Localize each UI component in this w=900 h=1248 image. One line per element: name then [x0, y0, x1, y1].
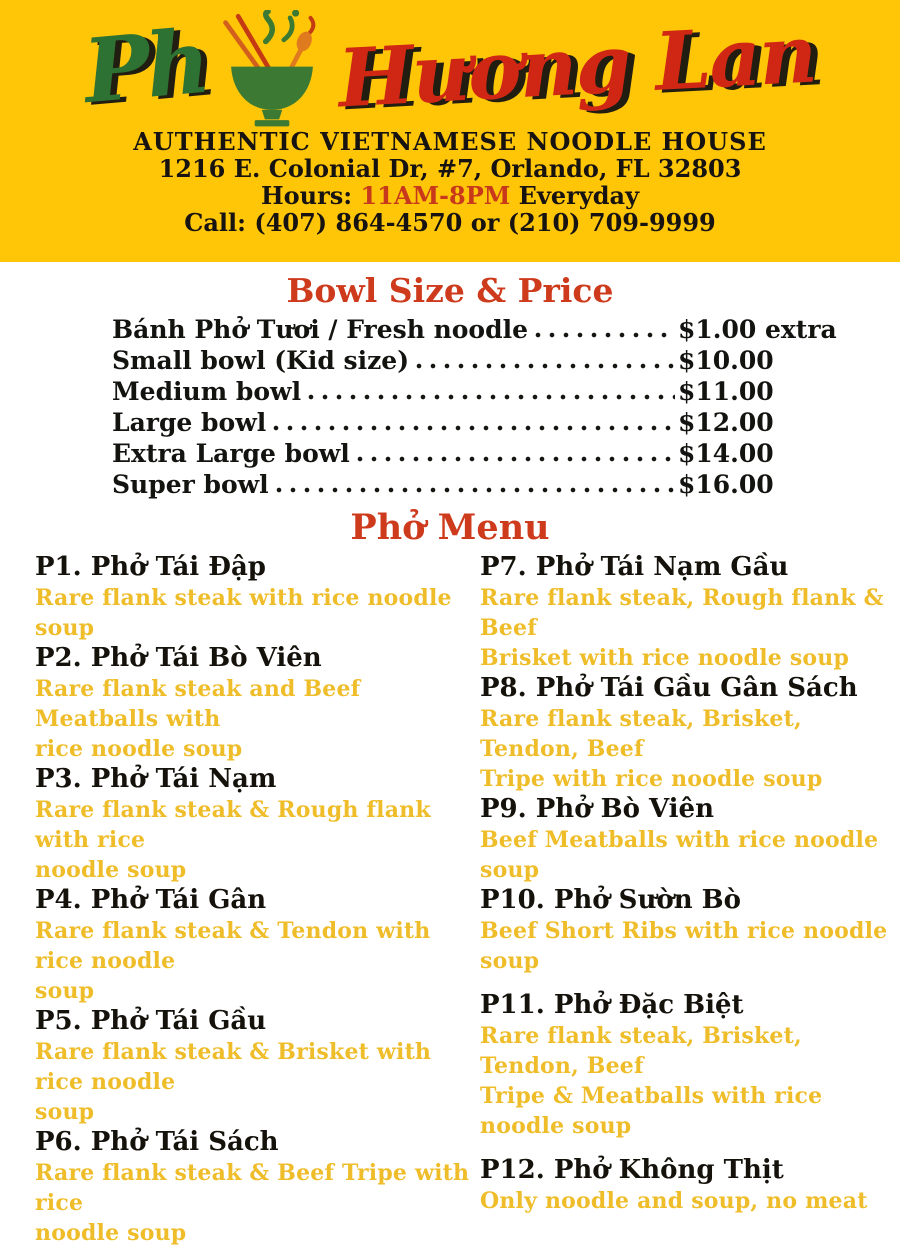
pho-menu-section	[0, 500, 900, 1248]
menu-item-p8	[480, 673, 890, 794]
hours-line	[0, 182, 900, 209]
menu-item-name: P2. Phở Tái Bò Viên	[35, 643, 322, 673]
menu-item-desc: Rare flank steak & Brisket with rice noodle	[35, 1039, 432, 1095]
menu-item-desc: noodle soup	[35, 857, 187, 883]
menu-item-desc: Tripe with rice noodle soup	[480, 766, 823, 792]
phone-line: Call: (407) 864-4570 or (210) 709-9999	[184, 208, 716, 237]
menu-item-name: P12. Phở Không Thịt	[480, 1155, 784, 1185]
logo-text-huong-lan: Hương Lan	[336, 6, 818, 126]
price-row	[112, 407, 794, 438]
menu-item-desc: soup	[35, 1099, 95, 1125]
menu-item-name: P7. Phở Tái Nạm Gầu	[480, 552, 789, 582]
hours-label: Hours:	[260, 181, 353, 210]
price-list	[112, 314, 837, 500]
header-banner	[0, 0, 900, 262]
menu-item-name: P4. Phở Tái Gân	[35, 885, 267, 915]
menu-item-name: P9. Phở Bò Viên	[480, 794, 714, 824]
price-row-price: $10.00	[678, 346, 774, 375]
menu-item-desc: Only noodle and soup, no meat	[480, 1188, 868, 1214]
menu-item-name: P1. Phở Tái Đập	[35, 552, 266, 582]
menu-item-desc: Tripe & Meatballs with rice noodle soup	[480, 1083, 823, 1139]
pho-bowl-icon	[220, 10, 324, 128]
menu-item-name: P6. Phở Tái Sách	[35, 1127, 279, 1157]
price-row	[112, 345, 794, 376]
dot-leader	[269, 407, 675, 438]
price-row-name: Large bowl	[112, 408, 267, 437]
menu-item-p6	[35, 1127, 480, 1248]
hours-suffix: Everyday	[518, 181, 640, 210]
dot-leader	[531, 314, 675, 345]
menu-item-desc: Beef Short Ribs with rice noodle soup	[480, 918, 888, 974]
tagline: AUTHENTIC VIETNAMESE NOODLE HOUSE	[133, 127, 767, 156]
menu-item-p5	[35, 1006, 480, 1127]
menu-item-desc: Brisket with rice noodle soup	[480, 645, 850, 671]
menu-item-desc: Rare flank steak & Beef Tripe with rice	[35, 1160, 470, 1216]
price-row	[112, 438, 794, 469]
price-row-name: Super bowl	[112, 470, 269, 499]
menu-item-desc: Rare flank steak, Brisket, Tendon, Beef	[480, 1023, 802, 1079]
price-row-name: Bánh Phở Tươi / Fresh noodle	[112, 315, 528, 344]
price-row-name: Extra Large bowl	[112, 439, 350, 468]
menu-item-p4	[35, 885, 480, 1006]
menu-item-desc: Rare flank steak, Brisket, Tendon, Beef	[480, 706, 802, 762]
menu-item-desc: Rare flank steak with rice noodle soup	[35, 585, 452, 641]
menu-item-p3	[35, 764, 480, 885]
menu-column-left	[35, 552, 480, 1248]
address-line: 1216 E. Colonial Dr, #7, Orlando, FL 32803	[158, 154, 742, 183]
bowl-size-title: Bowl Size & Price	[286, 271, 614, 310]
menu-item-p9	[480, 794, 890, 885]
menu-item-desc: noodle soup	[35, 1220, 187, 1246]
menu-item-p12	[480, 1155, 890, 1216]
menu-item-name: P3. Phở Tái Nạm	[35, 764, 277, 794]
price-row	[112, 469, 794, 500]
price-row-price: $14.00	[678, 439, 774, 468]
menu-item-p7	[480, 552, 890, 673]
dot-leader	[412, 345, 675, 376]
menu-item-desc: Rare flank steak & Tendon with rice noodle	[35, 918, 431, 974]
dot-leader	[272, 469, 675, 500]
menu-item-name: P5. Phở Tái Gầu	[35, 1006, 267, 1036]
hours-value: 11AM-8PM	[360, 181, 511, 210]
price-row-name: Medium bowl	[112, 377, 302, 406]
menu-item-p2	[35, 643, 480, 764]
dot-leader	[304, 376, 675, 407]
price-row	[112, 314, 837, 345]
bowl-size-section	[0, 262, 900, 500]
price-row	[112, 376, 794, 407]
menu-item-name: P10. Phở Sườn Bò	[480, 885, 741, 915]
dot-leader	[353, 438, 675, 469]
price-row-price: $11.00	[678, 377, 774, 406]
menu-item-p11	[480, 990, 890, 1141]
menu-item-name: P11. Phở Đặc Biệt	[480, 990, 744, 1020]
pho-menu-title: Phở Menu	[350, 507, 550, 548]
menu-item-desc: Beef Meatballs with rice noodle soup	[480, 827, 879, 883]
price-row-name: Small bowl (Kid size)	[112, 346, 410, 375]
price-row-price: $12.00	[678, 408, 774, 437]
menu-column-right	[480, 552, 890, 1248]
menu-item-desc: Rare flank steak, Rough flank & Beef	[480, 585, 884, 641]
menu-item-p1	[35, 552, 480, 643]
menu-columns	[0, 546, 900, 1248]
restaurant-logo	[0, 8, 900, 124]
menu-item-desc: Rare flank steak & Rough flank with rice	[35, 797, 431, 853]
menu-item-desc: soup	[35, 978, 95, 1004]
menu-item-desc: Rare flank steak and Beef Meatballs with	[35, 676, 361, 732]
menu-item-desc: rice noodle soup	[35, 736, 243, 762]
price-row-price: $16.00	[678, 470, 774, 499]
menu-item-p10	[480, 885, 890, 976]
price-row-price: $1.00 extra	[678, 315, 837, 344]
logo-text-pho: Ph	[79, 8, 211, 124]
menu-item-name: P8. Phở Tái Gầu Gân Sách	[480, 673, 858, 703]
